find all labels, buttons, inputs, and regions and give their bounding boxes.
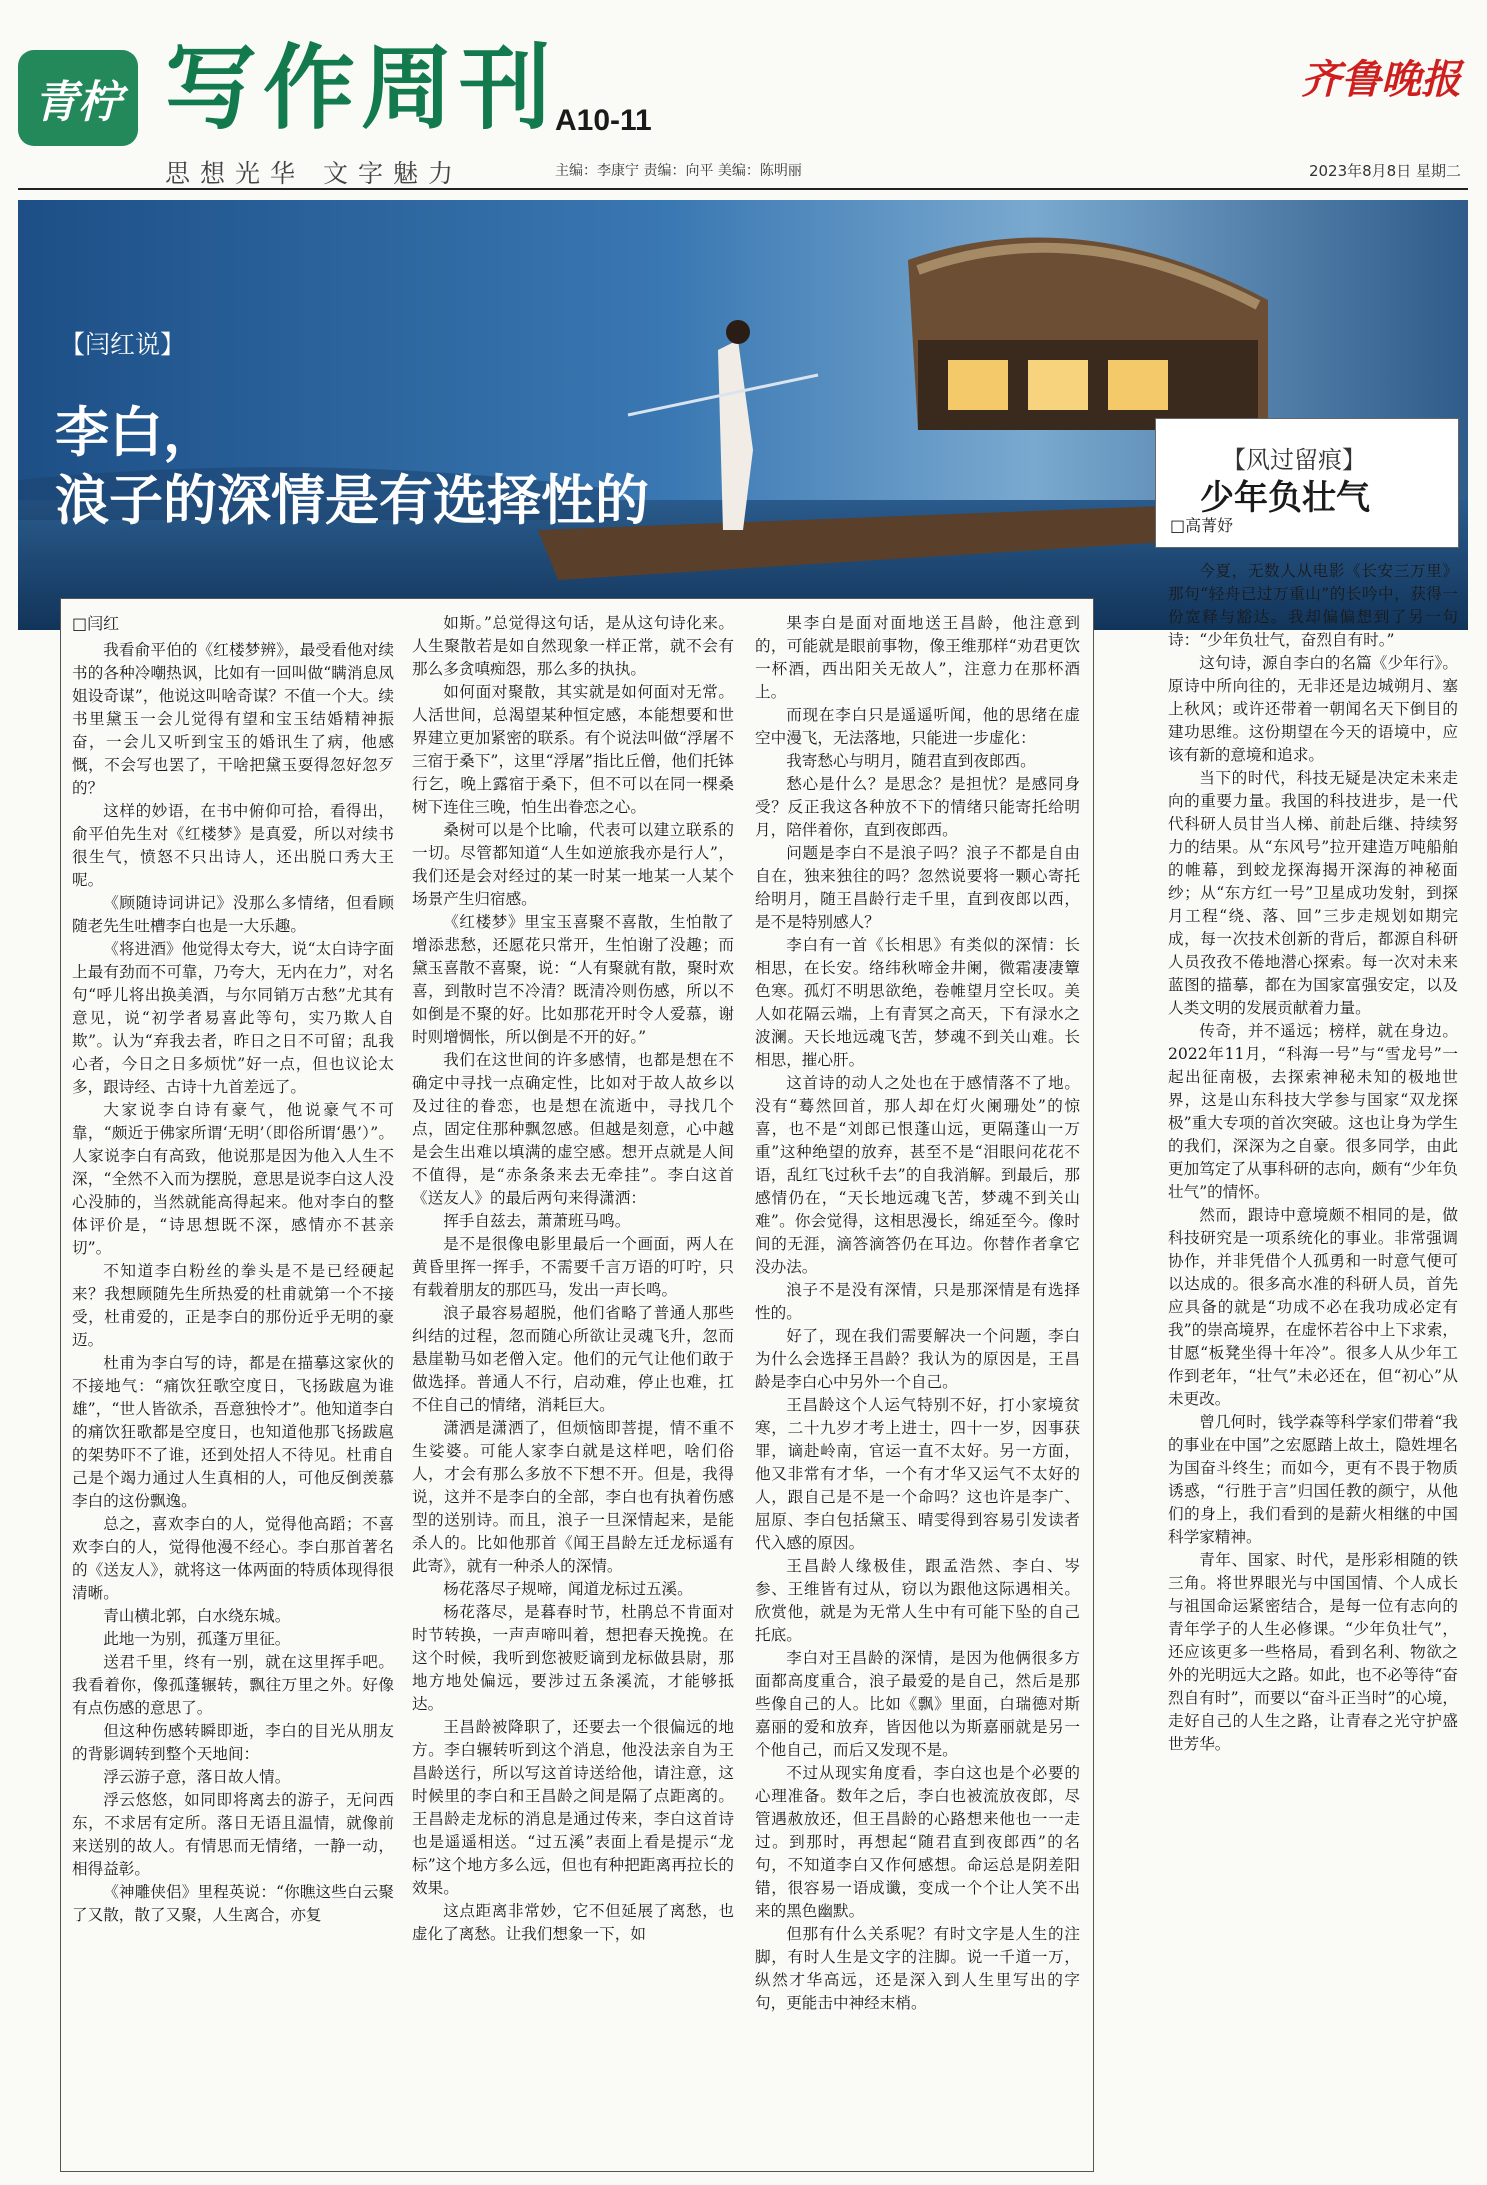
slogan: 思想光华 文字魅力: [165, 159, 463, 188]
paragraph: 这点距离非常妙，它不但延展了离愁，也虚化了离愁。让我们想象一下，如: [412, 1902, 734, 1943]
article1-column-2: [412, 612, 734, 2162]
paragraph: 浪子不是没有深情，只是那深情是有选择性的。: [755, 1281, 1080, 1322]
header-rule: [18, 188, 1468, 190]
article2-column-label: 【风过留痕】: [1222, 446, 1366, 474]
paragraph: 《将进酒》他觉得太夸大，说“太白诗字面上最有劲而不可靠，乃夸大，无内在力”，对名句“呼儿将出换美酒，与尔同销万古愁”尤其有意见，说“初学者易喜此等句，实乃欺人自欺”。认为“弃我去者，昨日之日不可留；乱我心者，今日之日多烦忧”好一点，但也议论太多，跟诗经、古诗十九首差远了。: [72, 940, 394, 1096]
paragraph: 这首诗的动人之处也在于感情落不了地。没有“蓦然回首，那人却在灯火阑珊处”的惊喜，也不是“刘郎已恨蓬山远，更隔蓬山一万重”这种绝望的放弃，甚至不是“泪眼问花花不语，乱红飞过秋千去”的自我消解。到最后，那感情仍在，“天长地远魂飞苦，梦魂不到关山难”。你会觉得，这相思漫长，绵延至今。像时间的无涯，滴答滴答仍在耳边。你替作者拿它没办法。: [755, 1074, 1080, 1276]
editor-credits: 主编：李康宁 责编：向平 美编：陈明丽: [555, 163, 802, 179]
paragraph: 当下的时代，科技无疑是决定未来走向的重要力量。我国的科技进步，是一代代科研人员甘当人梯、前赴后继、持续努力的结果。从“东风号”拉开建造万吨船舶的帷幕，到蛟龙探海揭开深海的神秘面纱；从“东方红一号”卫星成功发射，到探月工程“绕、落、回”三步走规划如期完成，每一次技术创新的背后，都源自科研人员孜孜不倦地潜心探索。每一次对未来蓝图的描摹，都在为国家富强安定，以及人类文明的发展贡献着力量。: [1168, 769, 1458, 1017]
paragraph: 果李白是面对面地送王昌龄，他注意到的，可能就是眼前事物，像王维那样“劝君更饮一杯酒，西出阳关无故人”，注意力在那杯酒上。: [755, 614, 1080, 701]
article1-title-line2: 浪子的深情是有选择性的: [55, 468, 649, 532]
paragraph: 是不是很像电影里最后一个画面，两人在黄昏里挥一挥手，不需要千言万语的叮咛，只有载着朋友的那匹马，发出一声长鸣。: [412, 1235, 734, 1299]
paragraph: 挥手自兹去，萧萧班马鸣。: [443, 1212, 631, 1230]
paragraph: 杜甫为李白写的诗，都是在描摹这家伙的不接地气：“痛饮狂歌空度日，飞扬跋扈为谁雄”，“世人皆欲杀，吾意独怜才”。他知道李白的痛饮狂歌都是空度日，也知道他那飞扬跋扈的架势吓不了谁，还到处招人不待见。杜甫自己是个竭力通过人生真相的人，可他反倒羡慕李白的这份飘逸。: [72, 1354, 394, 1510]
paragraph: 不过从现实角度看，李白这也是个必要的心理准备。数年之后，李白也被流放夜郎，尽管遇赦放还，但王昌龄的心路想来他也一一走过。到那时，再想起“随君直到夜郎西”的名句，不知道李白又作何感想。命运总是阴差阳错，很容易一语成谶，变成一个个让人笑不出来的黑色幽默。: [755, 1764, 1080, 1920]
logo-text: 青柠: [34, 77, 122, 128]
paragraph: 浪子最容易超脱，他们省略了普通人那些纠结的过程，忽而随心所欲让灵魂飞升，忽而悬崖勒马如老僧入定。他们的元气让他们敢于做选择。普通人不行，启动难，停止也难，扛不住自己的情绪，消耗巨大。: [412, 1304, 734, 1414]
article1-column-label: 【闫红说】: [60, 330, 186, 359]
paragraph: 传奇，并不遥远；榜样，就在身边。2022年11月，“科海一号”与“雪龙号”一起出征南极，去探索神秘未知的极地世界，这是山东科技大学参与国家“双龙探极”重大专项的首次突破。这也让身为学生的我们，深深为之自豪。很多同学，由此更加笃定了从事科研的志向，颇有“少年负壮气”的情怀。: [1168, 1022, 1458, 1201]
paragraph: 李白有一首《长相思》有类似的深情：长相思，在长安。络纬秋啼金井阑，微霜凄凄簟色寒。孤灯不明思欲绝，卷帷望月空长叹。美人如花隔云端，上有青冥之高天，下有渌水之波澜。天长地远魂飞苦，梦魂不到关山难。长相思，摧心肝。: [755, 936, 1080, 1069]
article2-title: 少年负壮气: [1200, 478, 1370, 518]
paragraph: 王昌龄人缘极佳，跟孟浩然、李白、岑参、王维皆有过从，窃以为跟他这际遇相关。欣赏他，就是为无常人生中有可能下坠的自己托底。: [755, 1557, 1080, 1644]
article2-body: [1168, 560, 1458, 2165]
paragraph: 问题是李白不是浪子吗？浪子不都是自由自在，独来独往的吗？忽然说要将一颗心寄托给明月，随王昌龄行走千里，直到夜郎以西，是不是特别感人？: [755, 844, 1080, 931]
paragraph: 王昌龄被降职了，还要去一个很偏远的地方。李白辗转听到这个消息，他没法亲自为王昌龄送行，所以写这首诗送给他，请注意，这时候里的李白和王昌龄之间是隔了点距离的。王昌龄走龙标的消息是通过传来，李白这首诗也是遥遥相送。“过五溪”表面上看是提示“龙标”这个地方多么远，但也有种把距离再拉长的效果。: [412, 1718, 734, 1897]
paragraph: 总之，喜欢李白的人，觉得他高蹈；不喜欢李白的人，觉得他漫不经心。李白那首著名的《送友人》，就将这一体两面的特质体现得很清晰。: [72, 1515, 394, 1602]
paragraph: 不知道李白粉丝的拳头是不是已经硬起来？我想顾随先生所热爱的杜甫就第一个不接受，杜甫爱的，正是李白的那份近乎无明的豪迈。: [72, 1262, 394, 1349]
paragraph: 曾几何时，钱学森等科学家们带着“我的事业在中国”之宏愿踏上故土，隐姓埋名为国奋斗终生；而如今，更有不畏于物质诱惑，“行胜于言”归国任教的颜宁，从他们的身上，我们看到的是薪火相继的中国科学家精神。: [1168, 1413, 1458, 1546]
article1-author: □闫红: [72, 614, 120, 633]
paragraph: 但那有什么关系呢？有时文字是人生的注脚，有时人生是文字的注脚。说一千道一万，纵然才华高远，还是深入到人生里写出的字句，更能击中神经末梢。: [755, 1925, 1080, 2012]
article1-column-1: [72, 612, 394, 2162]
paragraph: 如何面对聚散，其实就是如何面对无常。人活世间，总渴望某种恒定感，本能想要和世界建立更加紧密的联系。有个说法叫做“浮屠不三宿于桑下”，这里“浮屠”指比丘僧，他们托钵行乞，晚上露宿于桑下，但不可以在同一棵桑树下连住三晚，怕生出眷恋之心。: [412, 683, 734, 816]
paragraph: 杨花落尽，是暮春时节，杜鹃总不肯面对时节转换，一声声啼叫着，想把春天挽挽。在这个时候，我听到您被贬谪到龙标做县尉，那地方地处偏远，要涉过五条溪流，才能够抵达。: [412, 1603, 734, 1713]
paragraph: 然而，跟诗中意境颇不相同的是，做科技研究是一项系统化的事业。非常强调协作，并非凭借个人孤勇和一时意气便可以达成的。很多高水准的科研人员，首先应具备的就是“功成不必在我功成必定有我”的崇高境界，在虚怀若谷中上下求索，甘愿“板凳坐得十年冷”。很多人从少年工作到老年，“壮气”未必还在，但“初心”从未更改。: [1168, 1206, 1458, 1408]
paragraph: 我寄愁心与明月，随君直到夜郎西。: [786, 752, 1036, 770]
paragraph: 杨花落尽子规啼，闻道龙标过五溪。: [443, 1580, 693, 1598]
paragraph: 大家说李白诗有豪气，他说豪气不可靠，“颇近于佛家所谓‘无明’（即俗所谓‘愚’）”。人家说李白有高致，他说那是因为他入人生不深，“全然不入而为摆脱，意思是说李白这人没心没肺的，当然就能高得起来。他对李白的整体评价是，“诗思想既不深，感情亦不甚亲切”。: [72, 1101, 394, 1257]
brand-logo: [18, 50, 138, 146]
paragraph: 今夏，无数人从电影《长安三万里》那句“轻舟已过万重山”的长吟中，获得一份宽释与豁达。我却偏偏想到了另一句诗：“少年负壮气，奋烈自有时。”: [1168, 562, 1458, 649]
paragraph: 而现在李白只是遥遥听闻，他的思绪在虚空中漫飞，无法落地，只能进一步虚化：: [755, 706, 1080, 747]
paragraph: 我们在这世间的许多感情，也都是想在不确定中寻找一点确定性，比如对于故人故乡以及过往的眷恋，也是想在流逝中，寻找几个点，固定住那种飘忽感。但越是刻意，心中越是会生出难以填满的虚空感。想开点就是人间不值得，是“赤条条来去无牵挂”。李白这首《送友人》的最后两句来得潇洒：: [412, 1051, 734, 1207]
paragraph: 愁心是什么？是思念？是担忧？是感同身受？反正我这各种放不下的情绪只能寄托给明月，陪伴着你，直到夜郎西。: [755, 775, 1080, 839]
masthead: 齐鲁晚报: [1301, 56, 1461, 103]
page-number: A10-11: [555, 104, 652, 137]
paragraph: 好了，现在我们需要解决一个问题，李白为什么会选择王昌龄？我认为的原因是，王昌龄是李白心中另外一个自己。: [755, 1327, 1080, 1391]
paragraph: 王昌龄这个人运气特别不好，打小家境贫寒，二十九岁才考上进士，四十一岁，因事获罪，谪赴岭南，官运一直不太好。另一方面，他又非常有才华，一个有才华又运气不太好的人，跟自己是不是一个命吗？这也许是李广、屈原、李白包括黛玉、晴雯得到容易引发读者代入感的原因。: [755, 1396, 1080, 1552]
paragraph: 这句诗，源自李白的名篇《少年行》。原诗中所向往的，无非还是边城朔月、塞上秋风；或许还带着一朝闻名天下倒目的建功思维。这份期望在今天的语境中，应该有新的意境和追求。: [1168, 654, 1458, 764]
article1-title-line1: 李白，: [55, 400, 217, 464]
paragraph: 《顾随诗词讲记》没那么多情绪，但看顾随老先生吐槽李白也是一大乐趣。: [72, 894, 394, 935]
paragraph: 送君千里，终有一别，就在这里挥手吧。我看着你，像孤蓬辗转，飘往万里之外。好像有点伤感的意思了。: [72, 1653, 394, 1717]
paragraph: 青年、国家、时代，是彤彩相随的铁三角。将世界眼光与中国国情、个人成长与祖国命运紧密结合，是每一位有志向的青年学子的人生必修课。“少年负壮气”，还应该更多一些格局，看到名利、物欲之外的光明远大之路。如此，也不必等待“奋烈自有时”，而要以“奋斗正当时”的心境，走好自己的人生之路，让青春之光守护盛世芳华。: [1168, 1551, 1458, 1753]
paragraph: 此地一为别，孤蓬万里征。: [103, 1630, 291, 1648]
issue-date: 2023年8月8日 星期二: [1308, 162, 1461, 180]
paragraph: 浮云游子意，落日故人情。: [103, 1768, 291, 1786]
article1-column-3: [755, 612, 1080, 2162]
page-title: 写作周刊: [165, 34, 558, 142]
article2-author: □高菁妤: [1170, 516, 1234, 535]
paragraph: 李白对王昌龄的深情，是因为他俩很多方面都高度重合，浪子最爱的是自己，然后是那些像自己的人。比如《飘》里面，白瑞德对斯嘉丽的爱和放弃，皆因他以为斯嘉丽就是另一个他自己，而后又发现不是。: [755, 1649, 1080, 1759]
paragraph: 桑树可以是个比喻，代表可以建立联系的一切。尽管都知道“人生如逆旅我亦是行人”，我们还是会对经过的某一时某一地某一人某个场景产生归宿感。: [412, 821, 734, 908]
paragraph: 潇洒是潇洒了，但烦恼即菩提，情不重不生娑婆。可能人家李白就是这样吧，啥们俗人，才会有那么多放不下想不开。但是，我得说，这并不是李白的全部，李白也有执着伤感型的送别诗。而且，浪子一旦深情起来，是能杀人的。比如他那首《闻王昌龄左迁龙标遥有此寄》，就有一种杀人的深情。: [412, 1419, 734, 1575]
paragraph: 这样的妙语，在书中俯仰可拾，看得出，俞平伯先生对《红楼梦》是真爱，所以对续书很生气，愤怒不只出诗人，还出脱口秀大王呢。: [72, 802, 394, 889]
paragraph: 如斯。”总觉得这句话，是从这句诗化来。人生聚散若是如自然现象一样正常，就不会有那么多贪嗔痴怨，那么多的执执。: [412, 614, 734, 678]
paragraph: 青山横北郭，白水绕东城。: [103, 1607, 291, 1625]
paragraph: 我看俞平伯的《红楼梦辨》，最受看他对续书的各种冷嘲热讽，比如有一回叫做“瞒消息凤姐设奇谋”，他说这叫啥奇谋？不值一个大。续书里黛玉一会儿觉得有望和宝玉结婚精神振奋，一会儿又听到宝玉的婚讯生了病，他感慨，不会写也罢了，干啥把黛玉耍得忽好忽歹的？: [72, 641, 394, 797]
paragraph: 但这种伤感转瞬即逝，李白的目光从朋友的背影调转到整个天地间：: [72, 1722, 394, 1763]
paragraph: 《神雕侠侣》里程英说：“你瞧这些白云聚了又散，散了又聚，人生离合，亦复: [72, 1883, 394, 1924]
paragraph: 《红楼梦》里宝玉喜聚不喜散，生怕散了增添悲愁，还愿花只常开，生怕谢了没趣；而黛玉喜散不喜聚，说：“人有聚就有散，聚时欢喜，到散时岂不冷清？既清冷则伤感，所以不如倒是不聚的好。比如那花开时令人爱慕，谢时则增惆怅，所以倒是不开的好。”: [412, 913, 734, 1046]
paragraph: 浮云悠悠，如同即将离去的游子，无问西东，不求居有定所。落日无语且温情，就像前来送别的故人。有情思而无情绪，一静一动，相得益彰。: [72, 1791, 394, 1878]
